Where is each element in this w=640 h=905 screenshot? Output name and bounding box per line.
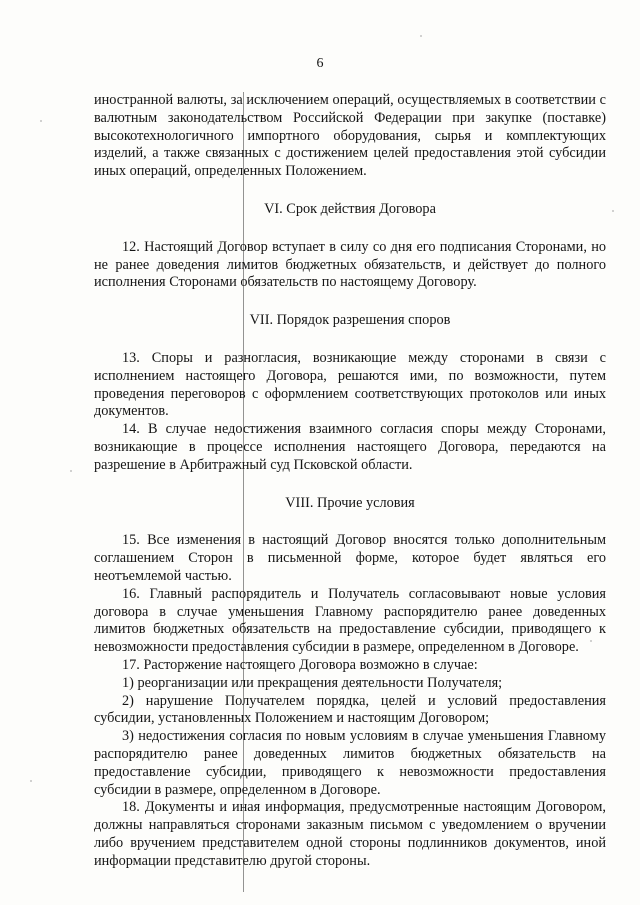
paragraph-13: 13. Споры и разногласия, возникающие между сторонами в связи с исполнением настоящего Договора, решаются ими, по возможности, путем проведения переговоров с оформлением соответствующих протоколов или иных документов. (94, 349, 606, 420)
scan-speck (30, 780, 32, 782)
list-item-17-1: 1) реорганизации или прекращения деятельности Получателя; (122, 674, 503, 691)
section-heading-term: VI. Срок действия Договора (264, 200, 436, 217)
list-item-17-2: 2) нарушение Получателем порядка, целей и условий предоставления субсидии, установленных Положением и настоящим Договором; (94, 692, 606, 727)
scan-speck (70, 470, 72, 472)
paragraph-15: 15. Все изменения в настоящий Договор вносятся только дополнительным соглашением Сторон в письменной форме, которое будет являться его неотъемлемой частью. (94, 532, 606, 584)
paragraph-14: 14. В случае недостижения взаимного согласия споры между Сторонами, возникающие в процессе исполнения настоящего Договора, передаются на разрешение в Арбитражный суд Псковской области. (94, 421, 606, 473)
page-number: 6 (316, 56, 324, 71)
scan-speck (590, 640, 592, 642)
paragraph-currency-operations: иностранной валюты, за исключением операций, осуществляемых в соответствии с валютным законодательством Российской Федерации при закупке (поставке) высокотехнологичного импортного оборудования, сырья и комплектующих изделий, а также связанных с достижением целей предоставления этой субсидии иных операций, определенных Положением. (94, 92, 606, 180)
paragraph-18: 18. Документы и иная информация, предусмотренные настоящим Договором, должны направляться сторонами заказным письмом с уведомлением о вручении либо вручением представителем одной стороны подлинников документов, иной информации представителю другой стороны. (94, 799, 606, 869)
paragraph-17: 17. Расторжение настоящего Договора возможно в случае: (122, 656, 478, 673)
list-item-17-3: 3) недостижения согласия по новым условиям в случае уменьшения Главному распорядителю ранее доведенных лимитов бюджетных обязательств на предоставление субсидии, приводящего к невозможности предоставления субсидии в размере, определенном в Договоре. (94, 728, 606, 798)
scan-speck (40, 120, 42, 122)
section-heading-other: VIII. Прочие условия (285, 494, 415, 511)
scan-speck (612, 210, 614, 212)
document-body (94, 92, 606, 870)
scan-speck (420, 35, 422, 37)
paragraph-12: 12. Настоящий Договор вступает в силу со дня его подписания Сторонами, но не ранее доведения лимитов бюджетных обязательств, и действует до полного исполнения Сторонами обязательств по настоящему Договору. (94, 238, 606, 291)
paragraph-16: 16. Главный распорядитель и Получатель согласовывают новые условия договора в случае уменьшения Главному распорядителю ранее доведенных лимитов бюджетных обязательств на предоставление субсидии, приводящего к невозможности предоставления субсидии в размере, определенном в Договоре. (94, 585, 606, 656)
section-heading-disputes: VII. Порядок разрешения споров (249, 312, 451, 329)
